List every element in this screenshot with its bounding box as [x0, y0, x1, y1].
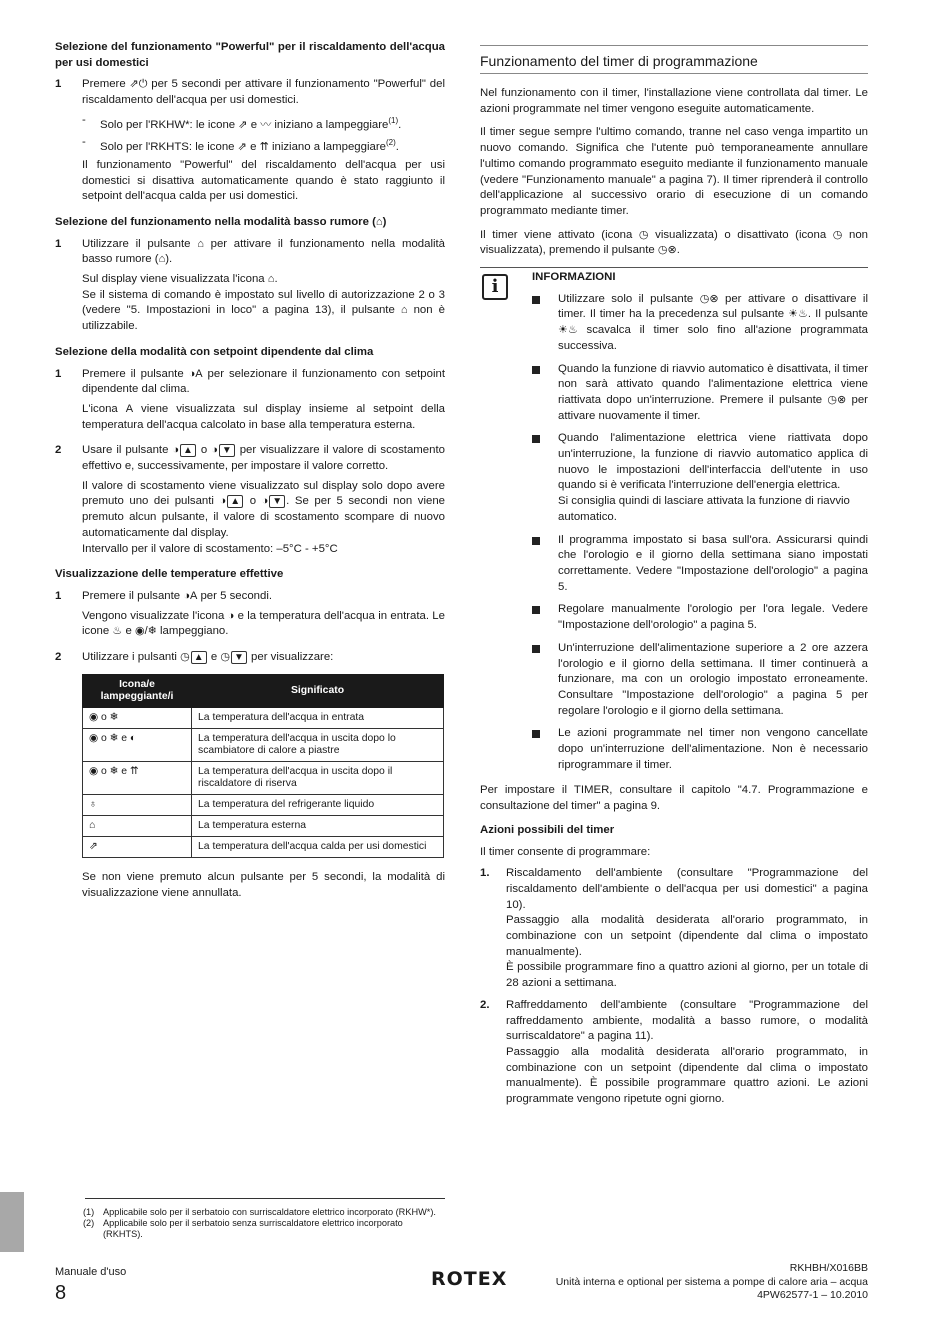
- timer-action-2: 2. Raffreddamento dell'ambiente (consultare "Programmazione del raffreddamento ambiente, modalità a basso rumore, o modalità surriscaldatore" a pagina 11). Passaggio alla modalità desiderata all'orario programmato, in combinazione con un setpoint (dipendente dal clima o impostato manualmente). È possibile programmare quattro azioni. Le azioni programmate vengono ripetute ogni giorno.: [480, 998, 868, 1106]
- powerful-note: Il funzionamento "Powerful" del riscaldamento dell'acqua per usi domestici si disattiva automaticamente quando è stato raggiunto il setpoint dell'acqua calda per usi domestici.: [82, 158, 445, 203]
- thermo-icon: ◑: [261, 495, 269, 508]
- table-cell: La temperatura del refrigerante liquido: [192, 794, 444, 815]
- manual-button-icon: ☀♨: [558, 324, 578, 337]
- lownoise-icon: ⌂: [375, 215, 383, 228]
- product-description: Unità interna e optional per sistema a pompe di calore aria – acqua: [555, 1275, 868, 1288]
- left-column: [55, 40, 445, 910]
- heat-cool-icon: ◉/❄: [134, 625, 157, 638]
- timer-para-1: Nel funzionamento con il timer, l'installazione viene controllata dal timer. Le azioni programmate nel timer vengono eseguite automaticamente.: [480, 87, 868, 115]
- info-bullet: Quando la funzione di riavvio automatico è disattivata, il timer non sarà attivato quando l'alimentazione elettrica viene riattivata dopo un'interruzione. Premere il pulsante ◷⊗ per attivare nuovamente il timer.: [532, 362, 868, 425]
- table-header: Significato: [192, 674, 444, 707]
- footnote: (2) Applicabile solo per il serbatoio senza surriscaldatore elettrico incorporato (RKHTS).: [83, 1218, 403, 1239]
- lownoise-icon: ⌂: [197, 237, 204, 250]
- water-wave-icon: ♨: [112, 625, 123, 638]
- timer-para-3: Il timer viene attivato (icona ◷ visualizzata) o disattivato (icona ◷ non visualizzata), premendo il pulsante ◷⊗.: [480, 228, 868, 259]
- lownoise-step-1: 1 Utilizzare il pulsante ⌂ per attivare il funzionamento nella modalità basso rumore (⌂). Sul display viene visualizzata l'icona ⌂. Se il sistema di comando è impostato sul livello di autorizzazione 2 o 3 (vedere "5. Impostazioni in loco" a pagina 13), il pulsante ⌂ non è utilizzabile.: [55, 237, 446, 333]
- booster-heater-icon: ⇈: [259, 141, 269, 154]
- up-button-icon: ▲: [191, 651, 207, 664]
- powerful-section: [55, 40, 445, 205]
- table-cell-icon: ♁: [83, 794, 192, 815]
- thermo-icon: ◑: [211, 444, 218, 457]
- thermo-icon: ◑: [172, 444, 180, 457]
- page-number: 8: [55, 1281, 67, 1304]
- table-cell-icon: ⇗: [83, 836, 192, 857]
- info-heading: INFORMAZIONI: [532, 271, 616, 284]
- table-cell: La temperatura dell'acqua in uscita dopo lo scambiatore di calore a piastre: [192, 728, 444, 761]
- actual-step-2: 2 Utilizzare i pulsanti ◷ ▲ e ◷ ▼ per visualizzare:: [55, 650, 445, 666]
- down-button-icon: ▼: [269, 495, 285, 508]
- lownoise-icon: ⌂: [158, 253, 166, 266]
- step-number: 1: [55, 78, 62, 91]
- lownoise-icon: ⌂: [400, 304, 408, 317]
- powerful-step-1: [55, 77, 445, 205]
- footnote: (1) Applicabile solo per il serbatoio con surriscaldatore elettrico incorporato (RKHW*).: [83, 1207, 436, 1217]
- lownoise-title: Selezione del funzionamento nella modalità basso rumore (⌂): [55, 215, 445, 231]
- after-table-note: Se non viene premuto alcun pulsante per 5 secondi, la modalità di visualizzazione viene annullata.: [82, 870, 445, 899]
- rotex-logo: ROTEX: [431, 1268, 508, 1290]
- table-row: [83, 728, 444, 761]
- table-cell-icon: ◉ o ❄: [83, 707, 192, 728]
- temperature-icons-table: [82, 674, 444, 858]
- table-row: [83, 794, 444, 815]
- footer-left: [55, 1265, 126, 1305]
- clock-icon: ◷: [832, 228, 843, 241]
- footer-right: [556, 1262, 868, 1303]
- weather-auto-icon: A: [125, 402, 134, 415]
- weather-step-2: 2 Usare il pulsante ◑ ▲ o ◑ ▼ per visualizzare il valore di scostamento effettivo e, successivamente, per impostare il valore corretto. Il valore di scostamento viene visualizzato sul display solo dopo avere premuto uno dei pulsanti ◑ ▲ o ◑ ▼ . Se per 5 secondi non viene premuto alcun pulsante, il valore di scostamento scompare di nuovo automaticamente dal display. Intervallo per il valore di scostamento: –5°C - +5°C: [55, 444, 445, 555]
- clock-icon: ◷: [638, 228, 649, 241]
- actual-temps-section: [55, 567, 445, 901]
- clock-icon: ◷: [220, 651, 230, 664]
- weather-dependent-icon: ◑A: [183, 589, 198, 602]
- timer-section-title: Funzionamento del timer di programmazione: [480, 45, 868, 74]
- timer-action-1: 1. Riscaldamento dell'ambiente (consultare "Programmazione del riscaldamento dell'ambiente o dell'acqua per usi domestici" a pagina 10). Passaggio alla modalità desiderata all'orario programmato, in combinazione con un setpoint (dipendente dal clima o impostato manualmente). È possibile programmare fino a quattro azioni al giorno, per un totale di 28 azioni a settimana.: [480, 867, 868, 990]
- down-button-icon: ▼: [231, 651, 247, 664]
- up-button-icon: ▲: [180, 444, 196, 457]
- actual-temps-title: Visualizzazione delle temperature effettive: [55, 568, 284, 581]
- table-cell: La temperatura esterna: [192, 815, 444, 836]
- info-icon: i: [482, 274, 508, 300]
- info-box: [480, 267, 868, 773]
- dhw-icon: ⇗: [238, 118, 248, 131]
- table-cell: La temperatura dell'acqua calda per usi domestici: [192, 836, 444, 857]
- table-row: [83, 815, 444, 836]
- timer-button-icon: ◷⊗: [699, 292, 719, 305]
- info-bullet: Le azioni programmate nel timer non vengono cancellate dopo un'interruzione dell'alimentazione. Non è necessario riprogrammare il timer.: [532, 726, 868, 773]
- timer-button-icon: ◷⊗: [657, 244, 677, 257]
- up-button-icon: ▲: [227, 495, 243, 508]
- timer-actions-intro: Il timer consente di programmare:: [480, 845, 651, 858]
- powerful-title: Selezione del funzionamento "Powerful" per il riscaldamento dell'acqua per usi domestici: [55, 41, 445, 69]
- weather-step-1: 1 Premere il pulsante ◑A per selezionare il funzionamento con setpoint dipendente dal clima. L'icona A viene visualizzata sul display insieme al setpoint della temperatura dell'acqua calcolato in base alla temperatura esterna.: [55, 367, 445, 431]
- timer-para-2: Il timer segue sempre l'ultimo comando, tranne nel caso venga impartito un nuovo comando. Significa che l'utente può temporaneamente annullare l'ultimo comando programmato eseguito mediante il funzionamento manuale (vedere "Funzionamento manuale" a pagina 7). Il timer riprenderà il controllo dell'applicazione al successivo orario di esecuzione di un comando programmato mediante timer.: [480, 126, 868, 217]
- table-header-row: [83, 674, 444, 707]
- footnotes: [85, 1198, 445, 1240]
- table-cell-icon: ◉ o ❄ e ⇈: [83, 761, 192, 794]
- powerful-step-text: Premere ⇗⏻ per 5 secondi per attivare il funzionamento "Powerful" del riscaldamento dell'acqua per usi domestici.: [82, 78, 445, 107]
- dhw-power-icon: ⇗⏻: [129, 78, 148, 91]
- table-cell: La temperatura dell'acqua in entrata: [192, 707, 444, 728]
- model-code: RKHBH/X016BB: [789, 1262, 868, 1274]
- table-cell-icon: ◉ o ❄ e ◐: [83, 728, 192, 761]
- table-header: Icona/e lampeggiante/i: [83, 674, 192, 707]
- actual-step-1: 1 Premere il pulsante ◑A per 5 secondi. Vengono visualizzate l'icona ◑ e la temperatura dell'acqua in entrata. Le icone ♨ e ◉/❄ lampeggiano.: [55, 589, 445, 640]
- weather-dependent-icon: ◑A: [188, 367, 203, 380]
- lownoise-icon: ⌂: [267, 273, 275, 286]
- thermo-icon: ◑: [219, 495, 227, 508]
- info-bullet: Un'interruzione dell'alimentazione superiore a 2 ore azzera l'orologio e il giorno della settimana. Il timer continuerà a funzionare, ma con un orologio impostato erroneamente. Consultare "Impostazione dell'orologio" a pagina 5 per regolare l'orologio e il giorno della settimana.: [532, 641, 868, 720]
- timer-button-icon: ◷⊗: [827, 393, 847, 406]
- table-row: [83, 836, 444, 857]
- info-bullet: Utilizzare solo il pulsante ◷⊗ per attivare o disattivare il timer. Il timer ha la precedenza sul pulsante ☀♨. Il pulsante ☀♨ scavalca il timer solo fino all'azione programmata successiva.: [532, 292, 868, 355]
- info-bullet: Regolare manualmente l'orologio per l'ora legale. Vedere "Impostazione dell'orologio" a pagina 5.: [532, 602, 868, 633]
- clock-icon: ◷: [180, 651, 190, 664]
- powerful-note-rkhts: - Solo per l'RKHTS: le icone ⇗ e ⇈ iniziano a lampeggiare$^{(2)}$.: [82, 135, 445, 156]
- weather-title: Selezione della modalità con setpoint dipendente dal clima: [55, 345, 374, 358]
- info-bullet: Il programma impostato si basa sull'ora. Assicurarsi quindi che l'orologio e il giorno della settimana siano impostati correttamente. Vedere "Impostazione dell'orologio" a pagina 5.: [532, 533, 868, 596]
- timer-actions-title: Azioni possibili del timer: [480, 823, 615, 836]
- manual-button-icon: ☀♨: [788, 308, 808, 321]
- heater-icon: 〰: [260, 118, 272, 131]
- powerful-note-rkhw: - Solo per l'RKHW*: le icone ⇗ e 〰 iniziano a lampeggiare$^{(1)}$.: [82, 113, 445, 134]
- table-cell: La temperatura dell'acqua in uscita dopo il riscaldatore di riserva: [192, 761, 444, 794]
- right-column: [480, 40, 868, 1114]
- document-label: Manuale d'uso: [55, 1266, 127, 1278]
- timer-para-4: Per impostare il TIMER, consultare il capitolo "4.7. Programmazione e consultazione del timer" a pagina 9.: [480, 784, 868, 813]
- table-row: [83, 707, 444, 728]
- dhw-icon: ⇗: [237, 141, 247, 154]
- table-cell-icon: ⌂: [83, 815, 192, 836]
- lownoise-section: [55, 215, 445, 335]
- page-tab-marker: [0, 1192, 24, 1252]
- thermo-icon: ◑: [227, 609, 235, 622]
- down-button-icon: ▼: [219, 444, 235, 457]
- info-bullet: Quando l'alimentazione elettrica viene riattivata dopo un'interruzione, la funzione di riavvio automatico applica di nuovo le impostazioni dell'interfaccia dell'utente in uso quando si è verificata l'interruzione dell'energia elettrica. Si consiglia quindi di lasciare attivata la funzione di riavvio automatico.: [532, 431, 868, 525]
- table-row: [83, 761, 444, 794]
- weather-section: [55, 345, 445, 557]
- document-code: 4PW62577-1 – 10.2010: [757, 1289, 868, 1301]
